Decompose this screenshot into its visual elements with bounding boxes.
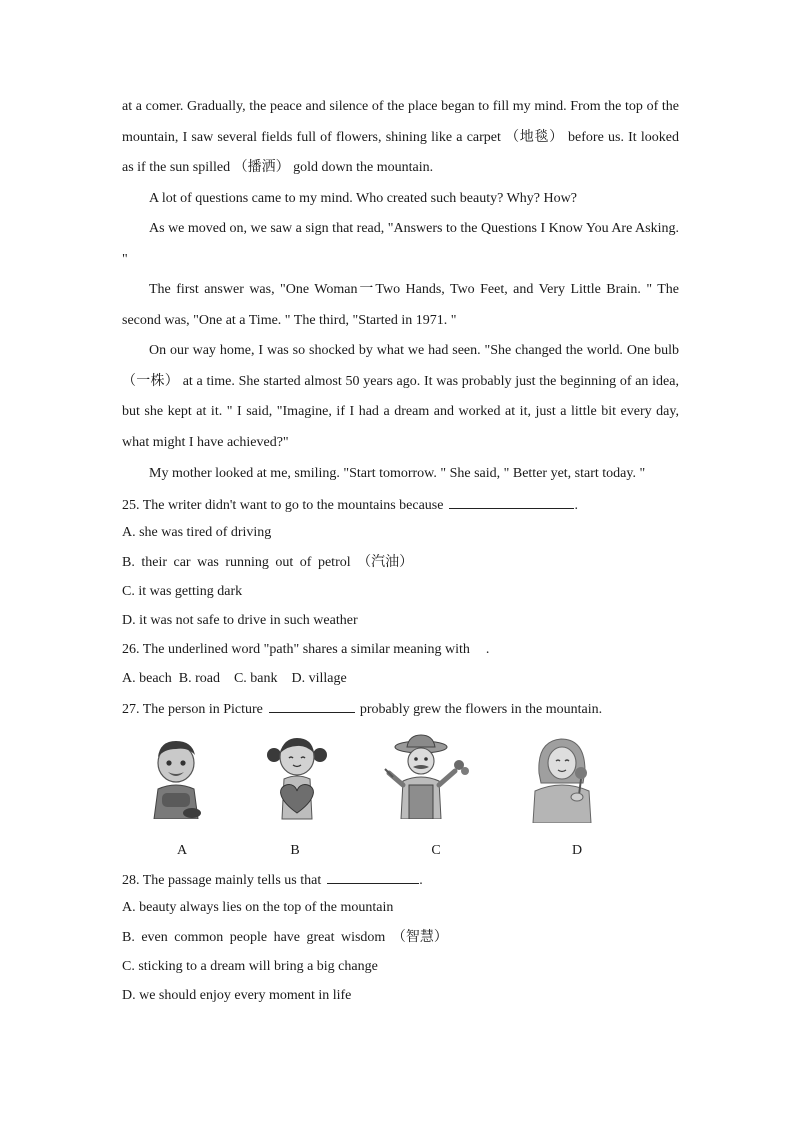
answer-blank bbox=[449, 494, 574, 509]
passage-paragraph-1: at a comer. Gradually, the peace and silence of the place began to fill my mind. From the top of the mountain, I saw several fields full of flowers, shining like a carpet （地毯） before us. It looked as if the sun spilled （播洒） gold down the mountain. bbox=[122, 99, 679, 175]
question-27-text-post: probably grew the flowers in the mountain. bbox=[359, 702, 603, 717]
answer-blank bbox=[327, 869, 419, 884]
question-26-stem bbox=[122, 640, 679, 660]
passage-paragraph-6: My mother looked at me, smiling. "Start tomorrow. " She said, " Better yet, start today. " bbox=[149, 466, 646, 481]
question-25-option-a: A. she was tired of driving bbox=[122, 525, 272, 540]
question-25-option-d: D. it was not safe to drive in such weather bbox=[122, 613, 358, 628]
question-25-text: 25. The writer didn't want to go to the mountains because bbox=[122, 498, 444, 513]
question-28-option-a: A. beauty always lies on the top of the mountain bbox=[122, 900, 394, 915]
picture-label-c: C bbox=[431, 843, 441, 858]
passage-paragraph-3: As we moved on, we saw a sign that read, "Answers to the Questions I Know You Are Asking. " bbox=[122, 221, 679, 267]
question-25-stem bbox=[122, 494, 679, 516]
question-25-period: . bbox=[574, 498, 578, 513]
picture-label-a: A bbox=[176, 843, 188, 858]
old-man-gardener-picture-icon bbox=[375, 733, 471, 819]
passage-paragraph-4: The first answer was, "One Woman一Two Hands, Two Feet, and Very Little Brain. " The second was, "One at a Time. " The third, "Started in 1971. " bbox=[122, 282, 679, 328]
question-25-option-b: B. their car was running out of petrol （汽油） bbox=[122, 555, 414, 570]
question-27-stem bbox=[122, 698, 679, 720]
question-26-text: 26. The underlined word "path" shares a similar meaning with bbox=[122, 642, 470, 657]
question-28-option-c: C. sticking to a dream will bring a big change bbox=[122, 959, 378, 974]
question-28-option-b: B. even common people have great wisdom （智慧） bbox=[122, 930, 448, 945]
question-28-stem bbox=[122, 869, 679, 891]
woman-holding-flower-picture-icon bbox=[527, 733, 599, 823]
passage-paragraph-2: A lot of questions came to my mind. Who created such beauty? Why? How? bbox=[149, 191, 577, 206]
question-28-period: . bbox=[419, 873, 423, 888]
girl-with-heart-picture-icon bbox=[262, 733, 332, 821]
picture-label-d: D bbox=[571, 843, 583, 858]
answer-blank bbox=[269, 698, 355, 713]
picture-label-b: B bbox=[290, 843, 300, 858]
question-27-text-pre: 27. The person in Picture bbox=[122, 702, 263, 717]
boy-picture-icon bbox=[140, 733, 212, 819]
question-25-option-c: C. it was getting dark bbox=[122, 584, 243, 599]
passage-paragraph-5: On our way home, I was so shocked by what we had seen. "She changed the world. One bulb （一株） at a time. She started almost 50 years ago. It was probably just the beginning of an idea, but she kept at it. " I said, "Imagine, if I had a dream and worked at it, just a little bit every day, what might I have achieved?" bbox=[122, 343, 679, 450]
question-26-options: A. beach B. road C. bank D. village bbox=[122, 671, 347, 686]
question-26-period: . bbox=[485, 642, 490, 657]
question-28-option-d: D. we should enjoy every moment in life bbox=[122, 988, 352, 1003]
question-28-text: 28. The passage mainly tells us that bbox=[122, 873, 322, 888]
